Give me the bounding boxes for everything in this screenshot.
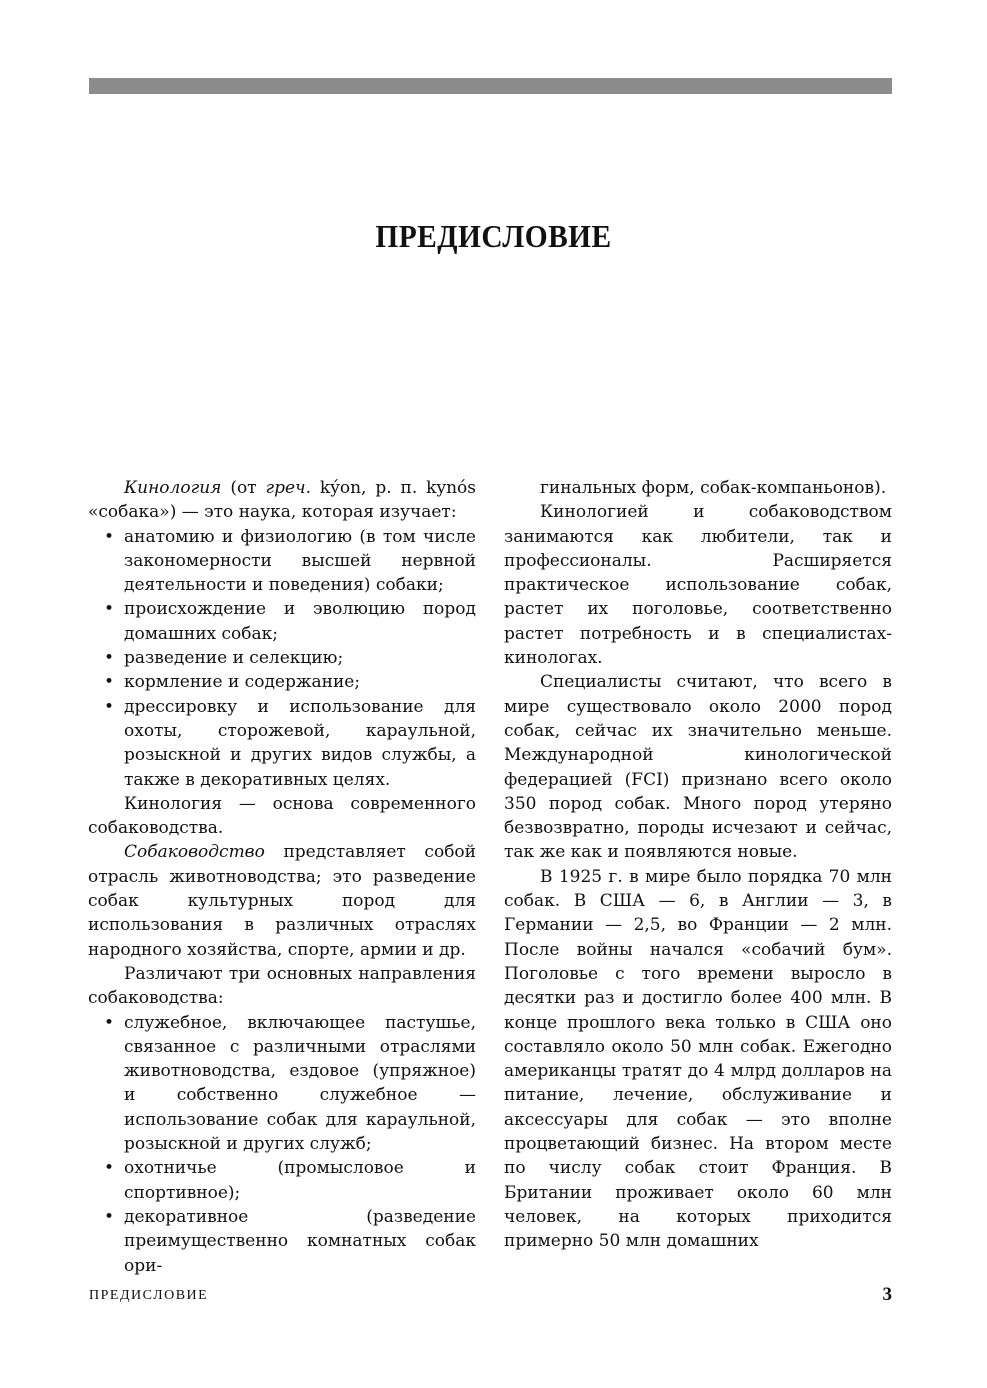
chapter-title: ПРЕДИСЛОВИЕ bbox=[375, 218, 612, 254]
list-item: • кормление и содержание; bbox=[88, 670, 476, 694]
intro-paragraph: Кинология (от греч. kýon, р. п. kynós «собака») — это наука, которая изучает: bbox=[88, 478, 476, 523]
page-number: 3 bbox=[882, 1284, 892, 1305]
term-dog-breeding: Собаководство bbox=[124, 842, 265, 863]
paragraph: Кинологией и собаководством занимаются как любители, так и профессионалы. Расширяется практическое использование собак, растет их поголовье, соответственно растет потребность и в специалистах-кинологах. bbox=[504, 502, 892, 669]
bullet-icon: • bbox=[104, 696, 115, 717]
bullet-icon: • bbox=[104, 1158, 115, 1179]
top-rule bbox=[89, 78, 892, 94]
bullet-icon: • bbox=[104, 672, 115, 693]
paragraph: Специалисты считают, что всего в мире существовало около 2000 пород собак, сейчас их значительно меньше. Международной кинологической федерацией (FCI) признано всего около 350 пород собак. Много пород утеряно безвозвратно, породы исчезают и сейчас, так же как и появляются новые. bbox=[504, 672, 892, 863]
paragraph-continuation: гинальных форм, собак-компаньонов). bbox=[540, 478, 887, 498]
study-list bbox=[88, 525, 476, 792]
running-head: ПРЕДИСЛОВИЕ bbox=[89, 1288, 209, 1303]
list-item: • происхождение и эволюцию пород домашних собак; bbox=[104, 599, 476, 644]
list-item: • дрессировку и использование для охоты, сторожевой, караульной, розыскной и других видов службы, а также в декоративных целях. bbox=[104, 696, 476, 790]
left-column bbox=[88, 476, 476, 1278]
paragraph: Различают три основных направления собаководства: bbox=[88, 963, 476, 1009]
right-column bbox=[504, 476, 892, 1254]
bullet-icon: • bbox=[104, 1206, 115, 1227]
list-item: • декоративное (разведение преимущественно комнатных собак ори- bbox=[104, 1206, 476, 1276]
term-kinology: Кинология bbox=[124, 478, 222, 498]
list-item: • разведение и селекцию; bbox=[88, 646, 476, 670]
list-item: • охотничье (промысловое и спортивное); bbox=[104, 1158, 476, 1203]
bullet-icon: • bbox=[104, 1012, 115, 1033]
paragraph: Собаководство представляет собой отрасль животноводства; это разведение собак культурных пород для использования в различных отраслях народного хозяйства, спорте, армии и др. bbox=[88, 842, 476, 960]
bullet-icon: • bbox=[104, 648, 115, 669]
paragraph: В 1925 г. в мире было порядка 70 млн собак. В США — 6, в Англии — 3, в Германии — 2,5, во Франции — 2 млн. После войны начался «собачий бум». Поголовье с того времени выросло в десятки раз и достигло более 400 млн. В конце прошлого века только в США оно составляло около 50 млн собак. Ежегодно американцы тратят до 4 млрд долларов на питание, лечение, обслуживание и аксессуары для собак — это вполне процветающий бизнес. На втором месте по числу собак стоит Франция. В Британии проживает около 60 млн человек, на которых приходится примерно 50 млн домашних bbox=[504, 866, 892, 1252]
paragraph: Кинология — основа современного собаководства. bbox=[88, 793, 476, 839]
directions-list bbox=[88, 1011, 476, 1278]
list-item: • служебное, включающее пастушье, связанное с различными отраслями животноводства, ездовое (упряжное) и собственно служебное — использование собак для караульной, розыскной и других служб; bbox=[104, 1012, 476, 1155]
bullet-icon: • bbox=[104, 599, 115, 620]
list-item: • анатомию и физиологию (в том числе закономерности высшей нервной деятельности и поведения) собаки; bbox=[104, 526, 476, 596]
bullet-icon: • bbox=[104, 526, 115, 547]
